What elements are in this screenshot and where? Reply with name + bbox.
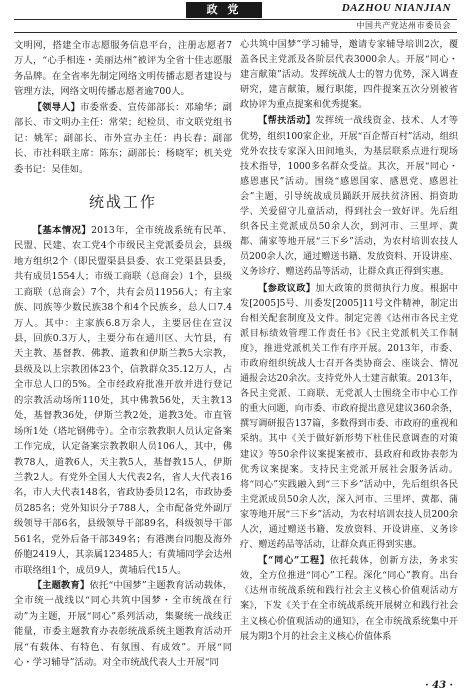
paragraph-heading: 【帮扶活动】 [258, 115, 316, 127]
paragraph [240, 553, 458, 645]
left-column [14, 38, 232, 671]
paragraph: 心共筑中国梦”学习辅导，邀请专家辅导培训2次，覆盖各民主党派及各阶层代表3000余人。开展“同心・建言献策”活动。发挥统战人士的智力优势，深入调查研究，建言献策，履行职能，四件提案五次分别被省政协评为重点提案和优秀提案。 [240, 40, 458, 111]
paragraph [14, 223, 232, 578]
paragraph [240, 113, 458, 280]
paragraph-body: 依托“中国梦”主题教育活动载体，全市统一战线以“同心共筑中国梦・全市统战在行动”为主题，开展“同心”系列活动，集聚统一战线正能量，市委主题教育办表彰统战系统主题教育活动开展“有载体、有特色、有氛围、有成效”。开展“同心・学习辅导”活动。对全市统战代表人士开展“同 [14, 580, 232, 669]
paragraph-body: 发挥统一战线资金、技术、人才等优势，组织100家企业，开展“百企帮百村”活动，组织党外农技专家深入田间地头，为基层联系点进行现场技术指导，1000多名群众受益。其次，开展“同心・感恩惠民”活动。围绕“感恩国家、感恩党、感恩社会”主题，引导统战成员踊跃开展扶贫济困、捐资助学、关爱留守儿童活动，得到社会一致好评。先后组织各民主党派成员50余人次，到河市、三里坪、黄都、蒲家等地开展“三下乡”活动，为农村培训农技人员200余人次，通过赠送书籍、发放资料、开设讲座、义务诊疗、赠送药品等活动，让群众真正得到实惠。 [240, 116, 458, 278]
journal-name: DAZHOU NIANJIAN [341, 2, 451, 14]
paragraph-heading: 【领导人】 [32, 101, 81, 113]
page-header [0, 0, 471, 34]
paragraph-heading: 【参政议政】 [258, 282, 316, 294]
paragraph-body: 2013年，全市统战系统有民革、民盟、民建、农工党4个市级民主党派委员会，县级地方组织2个（即民盟渠县县委、农工党渠县县委，共有成员1554人；市级工商联（总商会）1个，县级工商联（总商会）7个，共有会员11956人；有主家族、同族等少数民族38个和4个民族乡，总人口7.4万人。其中：主家族6.8万余人，主要居住在宣汉县，回族0.3万人，主要分布在通川区、大竹县，有天主教、基督教、佛教、道教和伊斯兰教5大宗教，县级及以上宗教团体23个，信教群众35.12万人，占全市总人口的5%。全市经政府批准开放并进行登记的宗教活动场所110处，其中佛教56处，天主教13处，基督教36处，伊斯兰教2处，道教3处。市直管场所1处（塔坨钢佛寺）。全市宗教教职人员认定备案工作完成，认定备案宗教教职人员106人，其中，佛教78人，道教6人，天主教5人，基督教15人，伊斯兰教2人。有党外全国人大代表2名，省人大代表16名，市人大代表148名，省政协委员12名，市政协委员285名；党外知识分子788人，全市配备党外副厅级领导干部6名，县级领导干部89名，科级领导干部561名，党外后备干部349名；有港澳台同胞及海外侨胞2419人，其亲属123485人；有黄埔同学会达州市联络组1个，成员9人，黄埔后代15人。 [14, 224, 232, 576]
paragraph-heading: 【主题教育】 [32, 580, 90, 591]
paragraph-body: 依托载体，创新方法，务求实效，全方位推进“同心”工程。深化“同心”教育。出台《达州市统战系统和践行社会主义核心价值观活动方案》，下发《关于在全市统战系统开展树立和践行社会主义核心价值观活动的通知》，在全市统战系统集中开展为期3个月的社会主义核心价值体系 [240, 556, 458, 642]
paragraph-body: 加大政策的贯彻执行力度。根据中发[2005]5号、川委发[2005]11号文件精神，制定出台相关配套制度及文件。制定完善《达州市各民主党派目标绩效管理工作责任书》《民主党派机关工作制度》，推进党派机关工作有序开展。2013年，市委、市政府组织统战人士召开各类协商会、座谈会、情况通报会达20余次。支持党外人士建言献策。2013年，各民主党派、工商联、无党派人士围绕全市中心工作的重大问题，向市委、市政府提出意见建议360余条，撰写调研报告137篇，多数得到市委、市政府的重视和采纳。其中《关于做好新形势下杜佳民意调查的对策建议》等50余件议案提案被市、县政府和政协表彰为优秀议案提案。支持民主党派开展社会服务活动。将“同心”实践融入到“三下乡”活动中，先后组织各民主党派成员50余人次，深入河市、三里坪、黄都、蒲家等地开展“三下乡”活动，为农村培训农技人员200余人次，通过赠送书籍、发放资料、开设讲座、义务诊疗、赠送药品等活动，让群众真正得到实惠。 [240, 283, 458, 551]
paragraph: 文明网，搭建全市志愿服务信息平台，注册志愿者7万人，“心手相连・美丽达州”被评为全省十佳志愿服务品牌。在全省率先制定网络文明传播志愿者建设与管理方法，网络文明传播志愿者逾700人。 [14, 40, 232, 98]
paragraph [240, 281, 458, 554]
page-number: · 43 · [425, 680, 453, 691]
right-column [240, 38, 458, 645]
paragraph-heading: 【“同心”工程】 [258, 555, 330, 567]
publisher-name: 中国共产党达州市委员会 [356, 21, 451, 30]
section-title: 统战工作 [88, 192, 157, 211]
paragraph [14, 100, 232, 177]
paragraph [14, 578, 232, 671]
section-tab: 政 党 [186, 2, 262, 18]
header-rule-bottom [14, 32, 457, 33]
paragraph-heading: 【基本情况】 [32, 224, 92, 236]
paragraph-body: 市委常委、宣传部部长：邓瑜华；副部长、市文明办主任：常荣；纪检员、市文联党组书记：姚军；副部长、市外宣办主任：冉长春；副部长、市社科联主席：陈东；副部长：杨晓军；机关党委书记：吴佳如。 [14, 101, 232, 175]
